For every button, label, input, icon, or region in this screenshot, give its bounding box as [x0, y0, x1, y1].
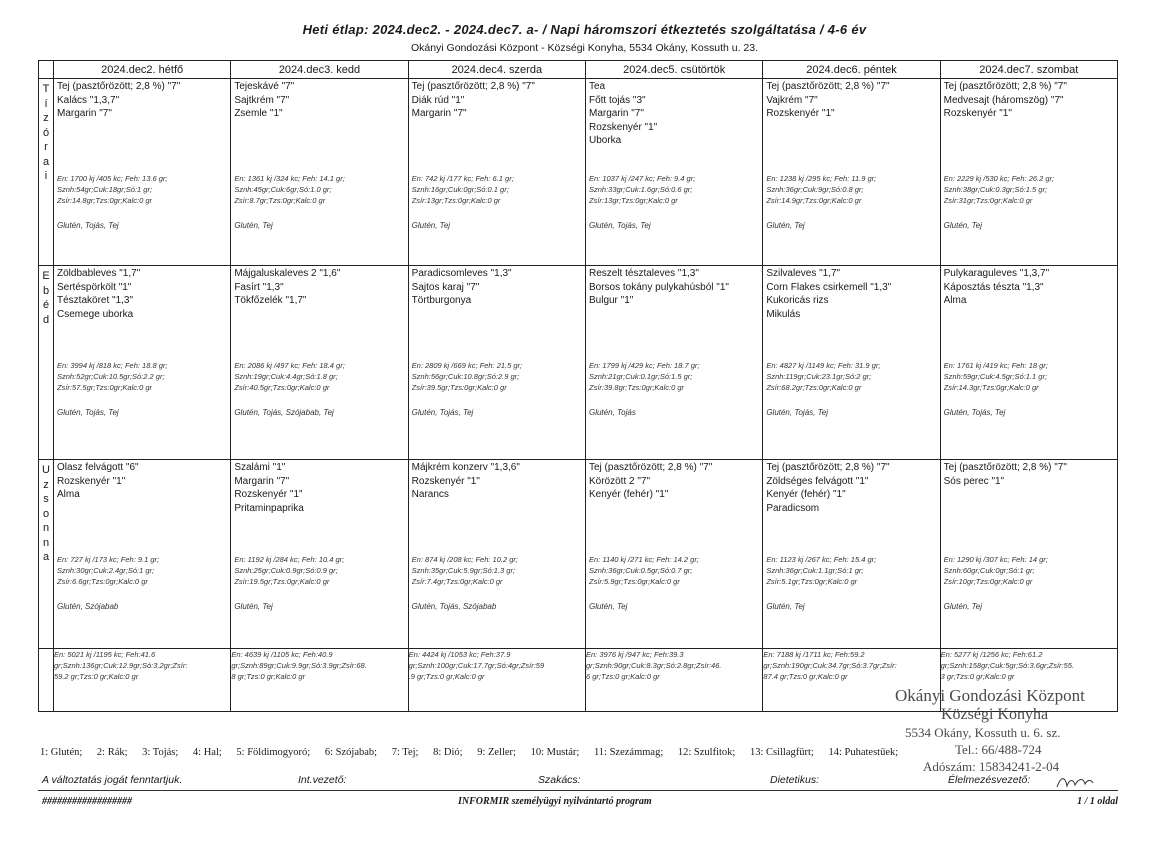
stamp-line: Adószám: 15834241-2-04 — [923, 759, 1060, 774]
nutrition-info — [57, 360, 228, 393]
nutrition-line: En: 1700 kj /405 kc; Feh: 13.6 gr; — [57, 174, 168, 183]
nutrition-line: Sznh:35gr;Cuk:5.9gr;Só:1.3 gr; — [411, 566, 516, 575]
nutrition-line: Zsír:13gr;Tzs:0gr;Kalc:0 gr — [411, 196, 501, 205]
dish-item: Pulykaraguleves "1,3,7" — [943, 268, 1050, 279]
allergen-list: Glutén, Tojás — [588, 408, 636, 417]
nutrition-line: Zsír:5.1gr;Tzs:0gr;Kalc:0 gr — [766, 577, 858, 586]
nutrition-line: En: 1761 kj /419 kc; Feh: 18 gr; — [943, 361, 1048, 370]
nutrition-line: Zsír:39.8gr;Tzs:0gr;Kalc:0 gr — [588, 383, 685, 392]
page-footer — [40, 796, 1120, 810]
nutrition-line: Zsír:14.3gr;Tzs:0gr;Kalc:0 gr — [943, 383, 1039, 392]
meal-label-letter: s — [43, 493, 49, 505]
total-line: gr;Sznh:190gr;Cuk:34.7gr;Só:3.7gr;Zsír: — [763, 661, 897, 670]
nutrition-line: Zsír:68.2gr;Tzs:0gr;Kalc:0 gr — [766, 383, 862, 392]
dish-item: Tej (pasztőrözött; 2,8 %) "7" — [588, 462, 713, 473]
dish-item: Rozskenyér "1" — [57, 475, 126, 487]
legend-item: 14: Puhatestűek; — [828, 747, 899, 758]
allergen-list: Glutén, Tojás, Tej — [411, 408, 474, 417]
nutrition-info — [412, 360, 583, 393]
dish-item: Rozskenyér "1" — [943, 108, 1012, 119]
allergen-list: Glutén, Tej — [411, 221, 451, 230]
footer-program: INFORMIR személyügyi nyilvántartó program — [458, 796, 652, 807]
dish-item: Kenyér (fehér) "1" — [588, 489, 669, 500]
nutrition-line: En: 1192 kj /284 kc; Feh: 10.4 gr; — [234, 555, 345, 564]
dish-item: Pritaminpaprika — [234, 502, 304, 514]
footer-left: ################## — [42, 796, 132, 807]
meal-label-letter: é — [42, 299, 50, 311]
dish-item: Medvesajt (háromszög) "7" — [943, 94, 1064, 106]
nutrition-line: Zsír:6.6gr;Tzs:0gr;Kalc:0 gr — [57, 577, 148, 586]
legend-item: 5: Földimogyoró; — [236, 747, 311, 758]
menu-cell — [585, 79, 762, 266]
nutrition-line: Sznh:36gr;Cuk:1.1gr;Só:1 gr; — [766, 566, 864, 575]
legend-item: 11: Szezámmag; — [593, 747, 664, 758]
nutrition-info — [944, 554, 1115, 587]
nutrition-line: Sznh:54gr;Cuk:18gr;Só:1 gr; — [57, 185, 153, 194]
nutrition-line: Sznh:30gr;Cuk:2.4gr;Só:1 gr; — [57, 566, 155, 575]
menu-cell — [231, 266, 408, 460]
meal-row — [39, 266, 1118, 460]
nutrition-info — [234, 360, 405, 393]
signature-divider — [38, 790, 1118, 791]
nutrition-info — [57, 173, 228, 206]
allergen-list: Glutén, Tej — [234, 602, 273, 611]
meal-label-letter: í — [44, 97, 48, 110]
menu-cell — [231, 460, 408, 649]
meal-row — [39, 460, 1118, 649]
dish-item: Zsemle "1" — [234, 108, 283, 119]
nutrition-line: Zsír:31gr;Tzs:0gr;Kalc:0 gr — [943, 196, 1033, 205]
stamp-line: Okányi Gondozási Központ — [895, 686, 1085, 705]
allergen-list: Glutén, Tojás, Tej — [57, 221, 119, 230]
meal-label-letter: E — [42, 270, 50, 282]
total-line: En: 3976 kj /947 kc; Feh:39.3 — [585, 650, 684, 659]
total-line: En: 4424 kj /1053 kc; Feh:37.9 — [408, 650, 511, 659]
dish-item: Diák rúd "1" — [411, 94, 465, 106]
nutrition-line: Sznh:33gr;Cuk:1.6gr;Só:0.6 gr; — [588, 185, 693, 194]
dish-item: Rozskenyér "1" — [766, 108, 835, 119]
dish-item: Tej (pasztőrözött; 2,8 %) "7" — [943, 81, 1067, 92]
nutrition-line: En: 4827 kj /1149 kc; Feh: 31.9 gr; — [766, 361, 881, 370]
meal-label-letter: o — [42, 507, 50, 520]
weekly-menu-table — [38, 60, 1118, 712]
allergen-list: Glutén, Tojás, Tej — [766, 408, 828, 417]
menu-cell — [763, 79, 940, 266]
meal-label-letter: z — [43, 112, 49, 124]
dish-item: Törtburgonya — [411, 295, 472, 306]
corner-cell — [39, 61, 54, 79]
nutrition-line: Zsír:14.9gr;Tzs:0gr;Kalc:0 gr — [766, 196, 862, 205]
nutrition-line: En: 742 kj /177 kc; Feh: 6.1 gr; — [411, 174, 514, 183]
dish-item: Sajtos karaj "7" — [411, 281, 480, 293]
dish-item: Tökfőzelék "1,7" — [234, 295, 307, 306]
meal-label-letter: i — [44, 170, 48, 182]
dish-item: Bulgur "1" — [588, 295, 634, 306]
total-line: 3 gr;Tzs:0 gr;Kalc:0 gr — [940, 672, 1015, 681]
nutrition-line: Sznh:52gr;Cuk:10.5gr;Só:2.2 gr; — [57, 372, 165, 381]
institution-stamp — [895, 686, 1125, 775]
nutrition-line: En: 727 kj /173 kc; Feh: 9.1 gr; — [57, 555, 160, 564]
day-header-row — [39, 61, 1118, 79]
signature-row — [40, 774, 1120, 788]
dish-item: Tejeskávé "7" — [234, 81, 295, 92]
meal-label-letter: n — [42, 536, 50, 549]
dish-item: Rozskenyér "1" — [588, 121, 658, 133]
menu-cell — [940, 266, 1117, 460]
nutrition-line: En: 1037 kj /247 kc; Feh: 9.4 gr; — [588, 174, 696, 183]
nutrition-info — [589, 360, 760, 393]
dish-item: Tea — [588, 81, 606, 92]
nutrition-line: En: 2086 kj /497 kc; Feh: 18.4 gr; — [234, 361, 345, 370]
dish-item: Paradicsom — [766, 502, 820, 514]
total-line: gr;Sznh:100gr;Cuk:17.7gr;Só:4gr;Zsír:59 — [408, 661, 545, 670]
dish-item: Uborka — [588, 135, 622, 146]
total-line: gr;Sznh:136gr;Cuk:12.9gr;Só:3.2gr;Zsír: — [54, 661, 188, 670]
allergen-list: Glutén, Tej — [234, 221, 273, 230]
day-header: 2024.dec7. szombat — [940, 61, 1117, 79]
total-line: gr;Sznh:89gr;Cuk:9.9gr;Só:3.9gr;Zsír:68. — [231, 661, 367, 670]
elelmezesvezeto-label: Élelmezésvezető: — [948, 774, 1031, 786]
nutrition-info — [766, 173, 937, 206]
nutrition-line: En: 874 kj /208 kc; Feh: 10.2 gr; — [411, 555, 518, 564]
page-title: Heti étlap: 2024.dec2. - 2024.dec7. a- / Napi háromszori étkeztetés szolgáltatása / 4-6 év — [302, 22, 867, 37]
total-line: En: 4639 kj /1105 kc; Feh:40.9 — [231, 650, 333, 659]
total-line: 6 gr;Tzs:0 gr;Kalc:0 gr — [585, 672, 660, 681]
dish-item: Borsos tokány pulykahúsból "1" — [588, 281, 729, 293]
total-line: gr;Sznh:90gr;Cuk:8.3gr;Só:2.8gr;Zsír:46. — [585, 661, 722, 670]
nutrition-line: Zsír:40.5gr;Tzs:0gr;Kalc:0 gr — [234, 383, 330, 392]
dish-item: Olasz felvágott "6" — [57, 462, 139, 473]
allergen-list: Glutén, Tej — [943, 602, 983, 611]
legend-item: 12: Szulfitok; — [677, 747, 736, 758]
menu-cell — [54, 79, 231, 266]
allergen-list: Glutén, Tej — [588, 602, 628, 611]
nutrition-info — [944, 173, 1115, 206]
nutrition-line: Zsír:14.8gr;Tzs:0gr;Kalc:0 gr — [57, 196, 153, 205]
meal-label-letter: d — [42, 313, 50, 326]
int-vezeto-label: Int.vezető: — [298, 774, 347, 786]
dish-item: Alma — [57, 489, 80, 500]
nutrition-line: En: 2229 kj /530 kc; Feh: 26.2 gr; — [943, 174, 1055, 183]
nutrition-line: En: 1238 kj /295 kc; Feh: 11.9 gr; — [766, 174, 877, 183]
allergen-list: Glutén, Szójabab — [57, 602, 119, 611]
dish-item: Körözött 2 "7" — [588, 475, 651, 487]
footer-page: 1 / 1 oldal — [1077, 796, 1118, 807]
day-header: 2024.dec2. hétfő — [54, 61, 231, 79]
dish-item: Májkrém konzerv "1,3,6" — [411, 462, 520, 473]
nutrition-info — [766, 554, 937, 587]
menu-cell — [585, 266, 762, 460]
nutrition-line: Zsír:7.4gr;Tzs:0gr;Kalc:0 gr — [411, 577, 503, 586]
dish-item: Csemege uborka — [57, 308, 134, 320]
meal-label-letter: T — [42, 83, 50, 95]
total-line: En: 5021 kj /1195 kc; Feh:41.6 — [54, 650, 156, 659]
total-line: 8 gr;Tzs:0 gr;Kalc:0 gr — [231, 672, 306, 681]
legend-item: 13: Csillagfürt; — [749, 747, 814, 758]
legend-item: 6: Szójabab; — [324, 747, 378, 758]
meal-label-letter: U — [42, 464, 50, 476]
allergen-list: Glutén, Tej — [766, 602, 805, 611]
meal-label — [39, 79, 54, 266]
daily-total-cell — [585, 649, 762, 712]
dish-item: Tej (pasztőrözött; 2,8 %) "7" — [57, 81, 181, 92]
page-subtitle: Okányi Gondozási Központ - Községi Konyha, 5534 Okány, Kossuth u. 23. — [410, 42, 759, 54]
meal-label-letter: n — [42, 522, 50, 534]
dish-item: Margarin "7" — [588, 108, 644, 119]
allergen-list: Glutén, Tojás, Szójabab — [411, 602, 497, 611]
dish-item: Zöldbableves "1,7" — [57, 268, 141, 279]
dish-item: Tej (pasztőrözött; 2,8 %) "7" — [411, 81, 535, 92]
allergen-legend — [40, 747, 1120, 758]
nutrition-line: En: 1123 kj /267 kc; Feh: 15.4 gr; — [766, 555, 877, 564]
dish-item: Fasírt "1,3" — [234, 281, 284, 293]
nutrition-line: En: 1290 kj /307 kc; Feh: 14 gr; — [943, 555, 1048, 564]
nutrition-line: Sznh:38gr;Cuk:0.3gr;Só:1.5 gr; — [943, 185, 1048, 194]
dish-item: Szilvaleves "1,7" — [766, 268, 841, 279]
allergen-list: Glutén, Tojás, Tej — [588, 221, 651, 230]
nutrition-line: Zsír:57.5gr;Tzs:0gr;Kalc:0 gr — [57, 383, 153, 392]
nutrition-line: Sznh:56gr;Cuk:10.8gr;Só:2.9 gr; — [411, 372, 520, 381]
dish-item: Kenyér (fehér) "1" — [766, 489, 846, 500]
total-line: gr;Sznh:158gr;Cuk:5gr;Só:3.6gr;Zsír:55. — [940, 661, 1075, 670]
meal-label-letter: r — [44, 141, 48, 153]
dish-item: Margarin "7" — [57, 108, 112, 119]
dish-item: Narancs — [411, 489, 449, 500]
nutrition-info — [234, 173, 405, 206]
legend-item: 8: Dió; — [433, 747, 463, 758]
nutrition-line: Sznh:19gr;Cuk:4.4gr;Só:1.8 gr; — [234, 372, 338, 381]
dish-item: Kukoricás rizs — [766, 295, 829, 306]
dish-item: Paradicsomleves "1,3" — [411, 268, 512, 279]
nutrition-line: Sznh:25gr;Cuk:0.9gr;Só:0.9 gr; — [234, 566, 338, 575]
legend-item: 4: Hal; — [192, 747, 222, 758]
legend-item: 3: Tojás; — [142, 747, 179, 758]
nutrition-line: Zsír:8.7gr;Tzs:0gr;Kalc:0 gr — [234, 196, 326, 205]
nutrition-line: En: 1140 kj /271 kc; Feh: 14.2 gr; — [588, 555, 699, 564]
meal-label-letter: z — [43, 478, 49, 491]
dish-item: Tej (pasztőrözött; 2,8 %) "7" — [766, 462, 890, 473]
legend-item: 7: Tej; — [391, 747, 419, 758]
menu-cell — [763, 266, 940, 460]
nutrition-info — [234, 554, 405, 587]
day-header: 2024.dec6. péntek — [763, 61, 940, 79]
daily-total-cell — [408, 649, 585, 712]
meal-label — [39, 460, 54, 649]
dish-item: Margarin "7" — [411, 108, 467, 119]
dish-item: Főtt tojás "3" — [588, 94, 646, 106]
nutrition-line: Zsír:5.9gr;Tzs:0gr;Kalc:0 gr — [588, 577, 680, 586]
dietetikus-label: Dietetikus: — [770, 774, 820, 786]
menu-cell — [763, 460, 940, 649]
meal-label-letter: ó — [42, 126, 50, 139]
dish-item: Zöldséges felvágott "1" — [766, 475, 869, 487]
dish-item: Rozskenyér "1" — [234, 489, 303, 500]
dish-item: Tej (pasztőrözött; 2,8 %) "7" — [943, 462, 1067, 473]
meal-label-letter: b — [42, 284, 50, 297]
dish-item: Kalács "1,3,7" — [57, 94, 120, 106]
nutrition-info — [589, 173, 760, 206]
nutrition-line: Sznh:60gr;Cuk:0gr;Só:1 gr; — [943, 566, 1035, 575]
szakacs-label: Szakács: — [538, 774, 581, 786]
menu-cell — [231, 79, 408, 266]
dish-item: Rozskenyér "1" — [411, 475, 480, 487]
menu-cell — [408, 79, 585, 266]
allergen-list: Glutén, Tej — [943, 221, 983, 230]
nutrition-info — [412, 554, 583, 587]
nutrition-line: En: 1361 kj /324 kc; Feh: 14.1 gr; — [234, 174, 345, 183]
nutrition-line: Sznh:36gr;Cuk:9gr;Só:0.8 gr; — [766, 185, 864, 194]
menu-cell — [54, 266, 231, 460]
nutrition-info — [412, 173, 583, 206]
menu-cell — [585, 460, 762, 649]
meal-label-letter: a — [42, 551, 50, 563]
stamp-line: 5534 Okány, Kossuth u. 6. sz. — [905, 725, 1061, 740]
legend-item: 1: Glutén; — [40, 747, 83, 758]
total-line: .9 gr;Tzs:0 gr;Kalc:0 gr — [408, 672, 485, 681]
nutrition-info — [944, 360, 1115, 393]
allergen-list: Glutén, Tojás, Szójabab, Tej — [234, 408, 334, 417]
dish-item: Sós perec "1" — [943, 475, 1005, 487]
nutrition-line: Zsír:13gr;Tzs:0gr;Kalc:0 gr — [588, 196, 678, 205]
dish-item: Sertéspörkölt "1" — [57, 281, 132, 293]
nutrition-line: En: 3994 kj /818 kc; Feh: 18.8 gr; — [57, 361, 168, 370]
nutrition-line: Sznh:21gr;Cuk:0.1gr;Só:1.5 gr; — [588, 372, 693, 381]
nutrition-line: Sznh:45gr;Cuk:6gr;Só:1.0 gr; — [234, 185, 332, 194]
legend-item: 10: Mustár; — [530, 747, 580, 758]
legend-item: 2: Rák; — [96, 747, 128, 758]
dish-item: Mikulás — [766, 308, 801, 320]
total-line: 87.4 gr;Tzs:0 gr;Kalc:0 gr — [763, 672, 848, 681]
day-header: 2024.dec3. kedd — [231, 61, 408, 79]
nutrition-line: Sznh:119gr;Cuk:23.1gr;Só:2 gr; — [766, 372, 872, 381]
meal-label — [39, 266, 54, 460]
stamp-line: Községi Konyha — [941, 706, 1049, 723]
meal-row — [39, 79, 1118, 266]
menu-cell — [54, 460, 231, 649]
allergen-list: Glutén, Tojás, Tej — [943, 408, 1006, 417]
nutrition-info — [57, 554, 228, 587]
total-line: 59.2 gr;Tzs:0 gr;Kalc:0 gr — [54, 672, 139, 681]
nutrition-line: En: 1799 kj /429 kc; Feh: 18.7 gr; — [588, 361, 700, 370]
menu-cell — [408, 460, 585, 649]
allergen-list: Glutén, Tojás, Tej — [57, 408, 119, 417]
dish-item: Káposztás tészta "1,3" — [943, 281, 1044, 293]
nutrition-line: Sznh:36gr;Cuk:0.5gr;Só:0.7 gr; — [588, 566, 693, 575]
total-line: En: 5277 kj /1256 kc; Feh:61.2 — [940, 650, 1043, 659]
dish-item: Corn Flakes csirkemell "1,3" — [766, 281, 892, 293]
day-header: 2024.dec4. szerda — [408, 61, 585, 79]
nutrition-line: Sznh:16gr;Cuk:0gr;Só:0.1 gr; — [411, 185, 509, 194]
daily-total-cell — [54, 649, 231, 712]
nutrition-line: Sznh:59gr;Cuk:4.5gr;Só:1.1 gr; — [943, 372, 1048, 381]
nutrition-info — [766, 360, 937, 393]
allergen-list: Glutén, Tej — [766, 221, 805, 230]
nutrition-line: Zsír:19.5gr;Tzs:0gr;Kalc:0 gr — [234, 577, 330, 586]
menu-cell — [940, 79, 1117, 266]
total-line: En: 7188 kj /1711 kc; Feh:59.2 — [763, 650, 865, 659]
dish-item: Májgaluskaleves 2 "1,6" — [234, 268, 341, 279]
dish-item: Vajkrém "7" — [766, 94, 818, 106]
menu-cell — [408, 266, 585, 460]
total-label-cell — [39, 649, 54, 712]
dish-item: Tésztaköret "1,3" — [57, 295, 134, 306]
rights-note: A változtatás jogát fenntartjuk. — [42, 774, 183, 786]
day-header: 2024.dec5. csütörtök — [585, 61, 762, 79]
stamp-line: Tel.: 66/488-724 — [955, 742, 1042, 757]
meal-label-letter: a — [42, 155, 50, 168]
daily-total-cell — [231, 649, 408, 712]
nutrition-line: Zsír:10gr;Tzs:0gr;Kalc:0 gr — [943, 577, 1033, 586]
dish-item: Tej (pasztőrözött; 2,8 %) "7" — [766, 81, 890, 92]
menu-cell — [940, 460, 1117, 649]
nutrition-line: Zsír:39.5gr;Tzs:0gr;Kalc:0 gr — [411, 383, 507, 392]
dish-item: Szalámi "1" — [234, 462, 286, 473]
dish-item: Reszelt tésztaleves "1,3" — [588, 268, 699, 279]
nutrition-line: En: 2809 kj /669 kc; Feh: 21.5 gr; — [411, 361, 523, 370]
nutrition-info — [589, 554, 760, 587]
dish-item: Alma — [943, 295, 967, 306]
dish-item: Sajtkrém "7" — [234, 94, 290, 106]
legend-item: 9: Zeller; — [477, 747, 516, 758]
dish-item: Margarin "7" — [234, 475, 290, 487]
handwritten-signature — [1055, 774, 1095, 790]
